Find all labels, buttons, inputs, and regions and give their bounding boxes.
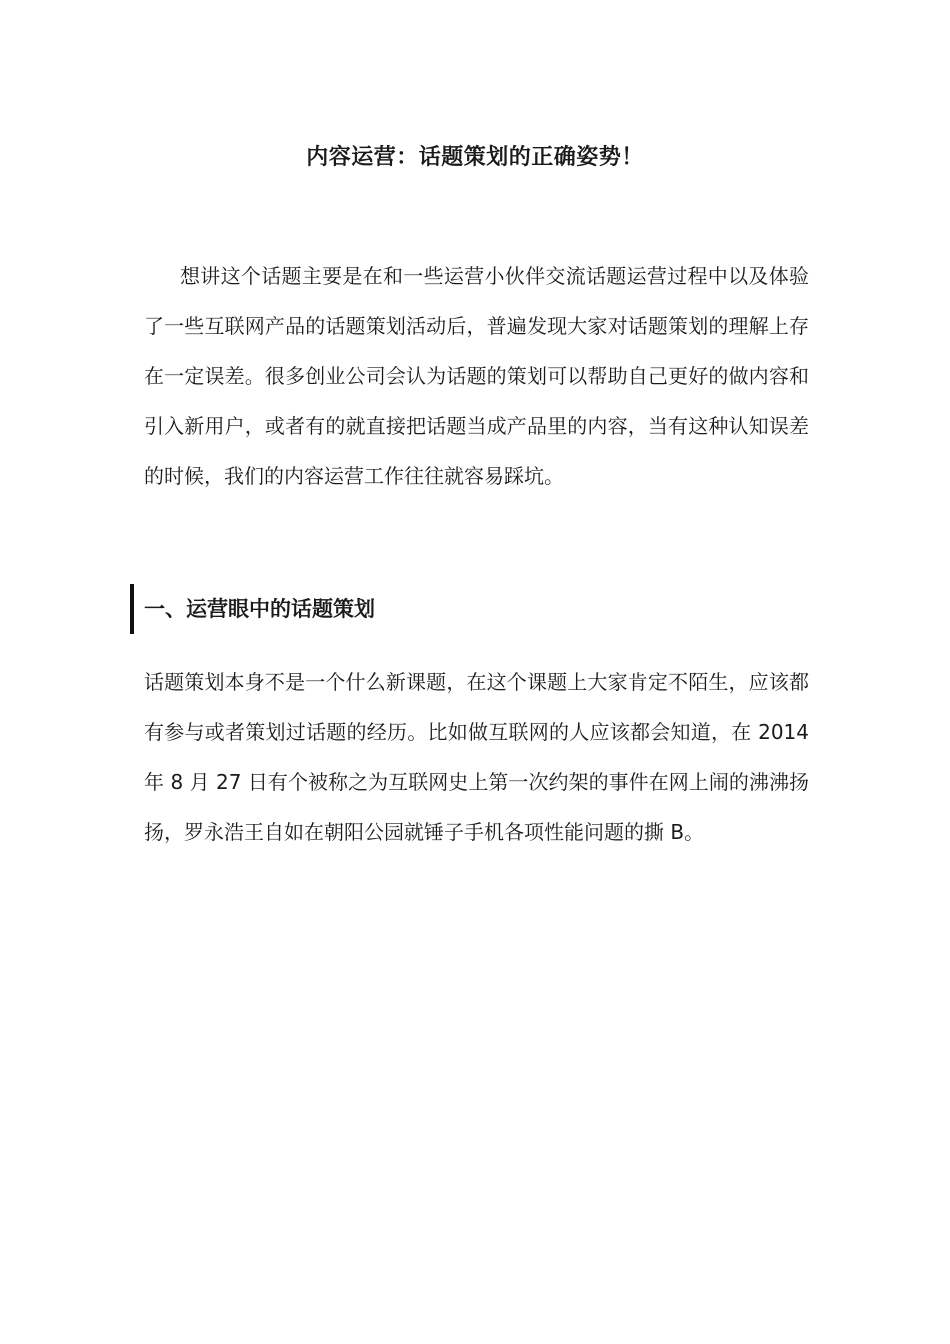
section-title: 一、运营眼中的话题策划: [144, 597, 375, 621]
intro-paragraph: 想讲这个话题主要是在和一些运营小伙伴交流话题运营过程中以及体验了一些互联网产品的话题策划活动后，普遍发现大家对话题策划的理解上存在一定误差。很多创业公司会认为话题的策划可以帮助自己更好的做内容和引入新用户，或者有的就直接把话题当成产品里的内容，当有这种认知误差的时候，我们的内容运营工作往往就容易踩坑。: [144, 264, 809, 488]
section-heading-bar: [130, 584, 134, 634]
section-heading: [130, 584, 810, 634]
section-paragraph: 话题策划本身不是一个什么新课题，在这个课题上大家肯定不陌生，应该都有参与或者策划过话题的经历。比如做互联网的人应该都会知道，在 2014 年 8 月 27 日有个被称之为互联网史上第一次约架的事件在网上闹的沸沸扬扬，罗永浩王自如在朝阳公园就锤子手机各项性能问题的撕 B。: [144, 670, 809, 844]
document-title: 内容运营：话题策划的正确姿势！: [306, 145, 644, 170]
